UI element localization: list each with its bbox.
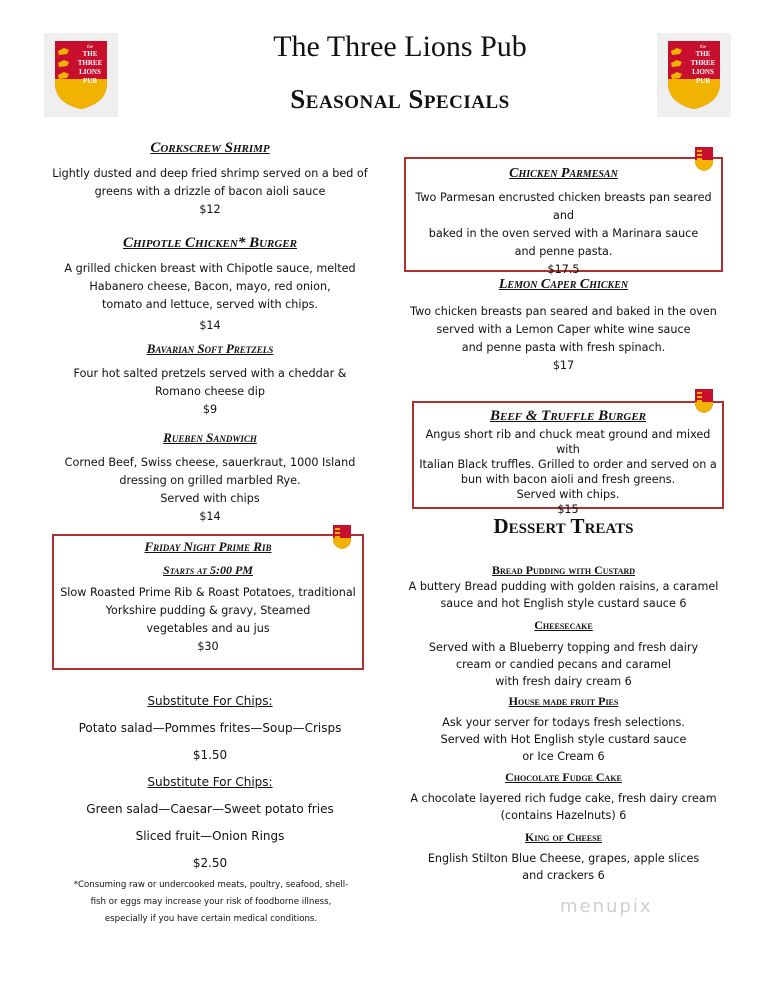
dessert-desc-line: and crackers 6 — [522, 869, 605, 882]
dish-desc-line: served with a Lemon Caper white wine sauce — [436, 323, 691, 336]
shield-icon — [666, 39, 722, 111]
dessert-title: Cheesecake — [534, 618, 593, 632]
shield-icon — [53, 39, 109, 111]
dish-desc-line: dressing on grilled marbled Rye. — [119, 474, 301, 487]
dessert-desc-line: Served with Hot English style custard sauce — [440, 733, 687, 746]
dish-desc-line: and penne pasta with fresh spinach. — [461, 341, 666, 354]
dessert-desc-line: A chocolate layered rich fudge cake, fresh dairy cream — [410, 792, 717, 805]
dessert-desc-line: sauce and hot English style custard sauce 6 — [440, 597, 687, 610]
dessert-title: Chocolate Fudge Cake — [505, 770, 622, 784]
pub-logo-right — [657, 33, 731, 117]
dish-title: Rueben Sandwich — [163, 430, 257, 445]
dish-desc-line: Slow Roasted Prime Rib & Roast Potatoes, traditional — [60, 586, 356, 599]
dish-title: Chipotle Chicken* Burger — [123, 235, 297, 251]
dish-desc-line: and penne pasta. — [514, 245, 613, 258]
item-bavarian-pretzels — [50, 341, 370, 419]
dish-price: $9 — [202, 403, 218, 416]
substitutes-section — [50, 688, 370, 877]
logo-text-2: THREE — [690, 59, 716, 67]
disclaimer-line: especially if you have certain medical conditions. — [104, 914, 318, 924]
dish-desc-line: tomato and lettuce, served with chips. — [102, 298, 318, 311]
prime-rib-box — [52, 534, 364, 670]
dish-desc-line: Angus short rib and chuck meat ground and mixed with — [425, 428, 711, 456]
logo-text-1: THE — [695, 50, 711, 58]
dish-price: $14 — [199, 510, 221, 523]
dessert-list — [404, 563, 723, 884]
dessert-title: King of Cheese — [525, 830, 602, 844]
dish-price: $17 — [552, 359, 575, 372]
food-safety-disclaimer — [46, 877, 376, 928]
pub-logo-left — [44, 33, 118, 117]
dish-price: $30 — [197, 640, 219, 653]
item-chipotle-burger — [50, 235, 370, 335]
dessert-desc-line: Served with a Blueberry topping and fresh dairy — [428, 641, 699, 654]
dish-desc-line: Yorkshire pudding & gravy, Steamed — [105, 604, 311, 617]
item-corkscrew-shrimp — [50, 140, 370, 219]
dish-desc-line: Two chicken breasts pan seared and baked in the oven — [410, 305, 717, 318]
dish-price: $14 — [199, 319, 221, 332]
dish-desc-line: Italian Black truffles. Grilled to order and served on a — [419, 458, 717, 471]
dish-desc-line: Served with chips — [160, 492, 260, 505]
dish-title: Friday Night Prime Rib — [144, 539, 272, 554]
item-lemon-caper-chicken — [404, 277, 723, 375]
dish-title: Beef & Truffle Burger — [489, 408, 646, 424]
dish-price: $17.5 — [547, 263, 580, 276]
dish-desc-line: vegetables and au jus — [146, 622, 270, 635]
dish-desc-line: Romano cheese dip — [155, 385, 265, 398]
dish-desc-line: greens with a drizzle of bacon aioli sauce — [94, 185, 326, 198]
item-rueben-sandwich — [50, 430, 370, 526]
dessert-title: Bread Pudding with Custard — [491, 563, 636, 577]
dessert-desc-line: or Ice Cream 6 — [522, 750, 605, 763]
substitute-options: Potato salad—Pommes frites—Soup—Crisps — [78, 721, 342, 735]
dessert-section-title: Dessert Treats — [493, 514, 634, 538]
disclaimer-line: *Consuming raw or undercooked meats, poultry, seafood, shell- — [73, 880, 349, 890]
dessert-desc-line: Ask your server for todays fresh selections. — [442, 716, 685, 729]
dish-title: Lemon Caper Chicken — [498, 277, 629, 292]
page-subtitle: Seasonal Specials — [290, 84, 510, 114]
dish-desc-line: A grilled chicken breast with Chipotle sauce, melted — [64, 262, 356, 275]
mini-crest-icon — [694, 146, 714, 176]
logo-small-text: the — [699, 45, 707, 50]
dessert-desc-line: cream or candied pecans and caramel — [456, 658, 671, 671]
dish-desc-line: Habanero cheese, Bacon, mayo, red onion, — [89, 280, 331, 293]
prime-rib-start-time: Starts at 5:00 PM — [163, 563, 253, 577]
disclaimer-line: fish or eggs may increase your risk of foodborne illness, — [90, 897, 332, 907]
dessert-desc-line: with fresh dairy cream 6 — [495, 675, 632, 688]
dish-desc-line: baked in the oven served with a Marinara sauce — [428, 227, 699, 240]
substitute-options: Green salad—Caesar—Sweet potato fries — [86, 802, 334, 816]
logo-text-1: THE — [82, 50, 98, 58]
logo-text-4: PUB — [83, 77, 97, 85]
dish-desc-line: Lightly dusted and deep fried shrimp served on a bed of — [52, 167, 368, 180]
watermark: menupix — [560, 896, 653, 917]
dish-desc-line: Two Parmesan encrusted chicken breasts pan seared and — [415, 191, 712, 222]
mini-crest-icon — [694, 388, 714, 418]
dessert-desc-line: A buttery Bread pudding with golden raisins, a caramel — [408, 580, 719, 593]
mini-crest-icon — [332, 524, 352, 554]
dish-price: $15 — [557, 503, 579, 516]
substitute-options: Sliced fruit—Onion Rings — [135, 829, 285, 843]
dish-desc-line: Corned Beef, Swiss cheese, sauerkraut, 1000 Island — [64, 456, 356, 469]
dish-title: Bavarian Soft Pretzels — [146, 341, 274, 356]
dish-desc-line: Served with chips. — [516, 488, 620, 501]
dish-price: $12 — [199, 203, 221, 216]
dish-desc-line: bun with bacon aioli and fresh greens. — [460, 473, 676, 486]
substitute-price: $1.50 — [192, 748, 228, 762]
chicken-parmesan-box — [404, 157, 723, 276]
dessert-desc-line: English Stilton Blue Cheese, grapes, apple slices — [427, 852, 700, 865]
dish-desc-line: Four hot salted pretzels served with a cheddar & — [73, 367, 347, 380]
logo-small-text: the — [86, 45, 94, 50]
beef-truffle-box — [412, 401, 724, 516]
logo-text-3: LIONS — [79, 68, 101, 76]
dessert-desc-line: (contains Hazelnuts) 6 — [500, 809, 627, 822]
logo-text-4: PUB — [696, 77, 710, 85]
logo-text-3: LIONS — [692, 68, 714, 76]
page-title: The Three Lions Pub — [273, 30, 527, 63]
logo-text-2: THREE — [77, 59, 103, 67]
dish-title: Corkscrew Shrimp — [150, 140, 270, 156]
dish-title: Chicken Parmesan — [509, 166, 618, 181]
substitute-heading: Substitute For Chips: — [147, 775, 273, 789]
dessert-title: House made fruit Pies — [508, 694, 619, 708]
substitute-heading: Substitute For Chips: — [147, 694, 273, 708]
substitute-price: $2.50 — [192, 856, 228, 870]
